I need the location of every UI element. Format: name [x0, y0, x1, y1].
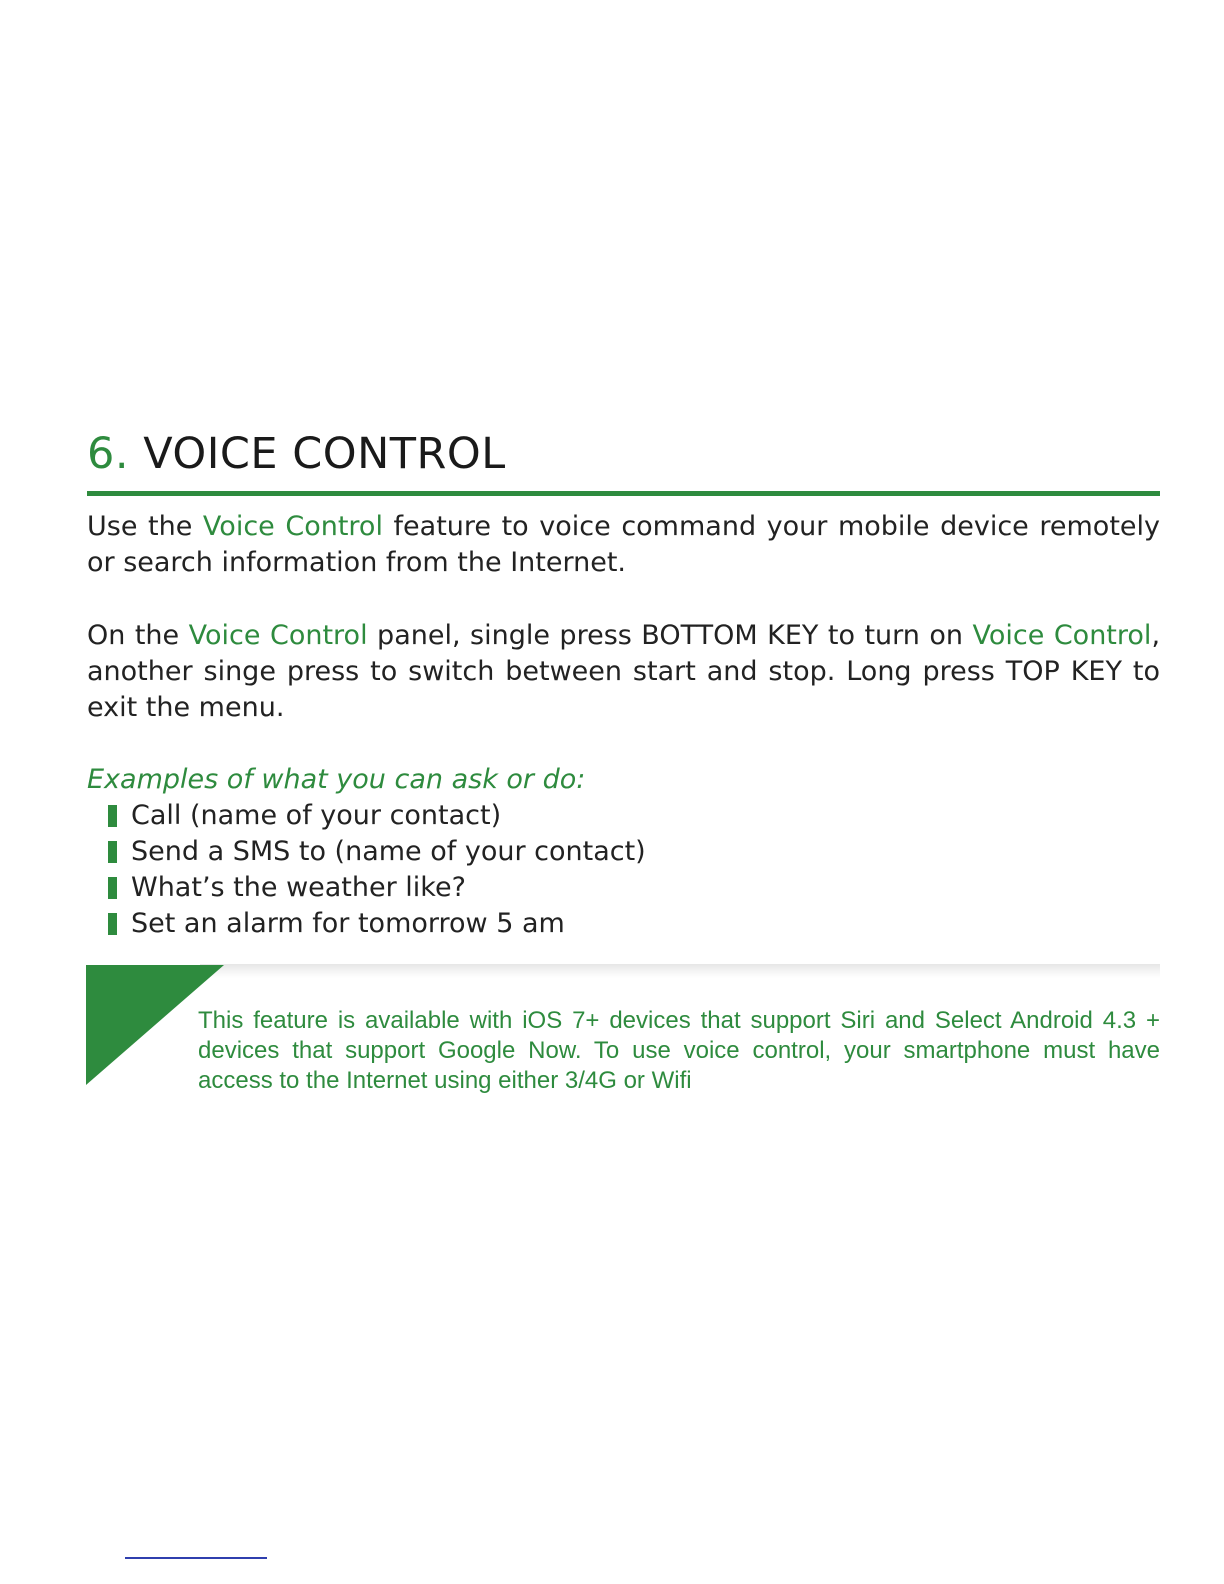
- section-number: 6.: [87, 429, 130, 479]
- list-item: [108, 798, 646, 834]
- usage-text-end: , another singe press to switch between start and stop. Long press TOP KEY to exit the menu.: [87, 620, 1161, 723]
- footer-line: [125, 1557, 267, 1559]
- usage-text-middle: panel, single press BOTTOM KEY to turn on: [367, 620, 973, 651]
- list-item-text: Set an alarm for tomorrow 5 am: [131, 908, 565, 939]
- bullet-icon: [108, 913, 117, 935]
- bullet-icon: [108, 877, 117, 899]
- section-title: VOICE CONTROL: [143, 429, 506, 479]
- intro-text-end: feature to voice command your mobile device remotely or search information from the Internet.: [87, 511, 1160, 578]
- section-heading: [87, 428, 506, 480]
- usage-text-start: On the: [87, 620, 189, 651]
- voice-control-term: Voice Control: [972, 620, 1152, 651]
- examples-list: [108, 798, 646, 942]
- intro-paragraph: [87, 509, 1160, 581]
- bullet-icon: [108, 805, 117, 827]
- list-item: [108, 834, 646, 870]
- voice-control-term: Voice Control: [188, 620, 368, 651]
- note-top-shadow: [200, 964, 1160, 978]
- list-item: [108, 906, 646, 942]
- intro-text-start: Use the: [87, 511, 203, 542]
- examples-heading: Examples of what you can ask or do:: [87, 764, 586, 795]
- heading-divider: [87, 491, 1160, 496]
- note-text: This feature is available with iOS 7+ devices that support Siri and Select Android 4.3 + devices that support Google Now. To use voice control, your smartphone must have access to the Internet using either 3/4G or Wifi: [198, 1007, 1160, 1094]
- usage-paragraph: [87, 618, 1160, 726]
- list-item-text: What’s the weather like?: [131, 872, 466, 903]
- list-item-text: Call (name of your contact): [131, 800, 502, 831]
- list-item: [108, 870, 646, 906]
- bullet-icon: [108, 841, 117, 863]
- voice-control-term: Voice Control: [202, 511, 383, 542]
- list-item-text: Send a SMS to (name of your contact): [131, 836, 646, 867]
